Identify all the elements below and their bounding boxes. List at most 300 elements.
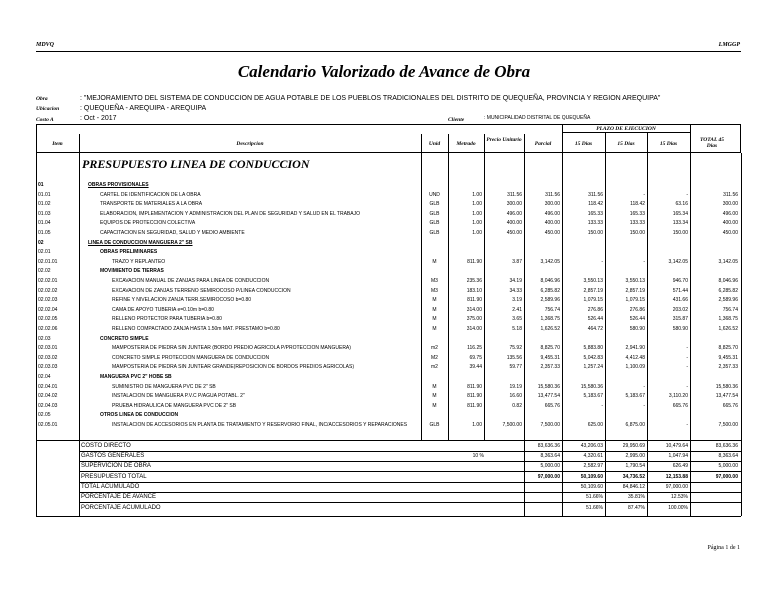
row-met: 811.90 (467, 393, 482, 400)
row-unid: M3 (431, 287, 438, 294)
row-description: OTROS LINEA DE CONDUCCION (100, 412, 179, 419)
table-row (38, 363, 760, 372)
row-unid: M (432, 297, 437, 304)
page-number: Página 1 de 1 (707, 545, 740, 551)
row-tot: 300.00 (722, 201, 738, 208)
row-d2: - (643, 258, 645, 265)
table-row (38, 411, 760, 420)
col-unid: Unid (428, 141, 441, 147)
row-tot: 1,368.75 (718, 316, 738, 323)
row-d1: 2,857.19 (583, 287, 603, 294)
row-met: 1.00 (472, 220, 482, 227)
row-d2: 150.00 (629, 230, 645, 236)
row-met: 811.90 (467, 258, 482, 265)
row-d1: - (601, 402, 603, 409)
row-description: CONCRETO SIMPLE (100, 335, 149, 342)
summary-d2: 1,790.54 (625, 463, 645, 469)
row-description: OBRAS PROVISIONALES (88, 182, 149, 188)
row-pu: 16.60 (509, 393, 522, 400)
row-pu: 19.19 (509, 383, 522, 390)
row-pu: 2.41 (512, 306, 522, 313)
row-d1: 1,079.15 (583, 297, 603, 304)
row-met: 375.00 (466, 316, 482, 323)
row-par: 450.00 (544, 230, 560, 236)
summary-d3: 100.00% (668, 505, 688, 511)
summary-row (80, 483, 760, 491)
row-item: 02.02.03 (38, 297, 58, 304)
table-row (38, 239, 760, 248)
table-row (38, 392, 760, 401)
col-precio: Precio Unitario (486, 137, 522, 143)
row-unid: GLB (429, 220, 440, 227)
row-item: 02.05 (38, 412, 51, 419)
row-tot: 2,357.33 (718, 364, 738, 371)
row-pu: 3.19 (512, 297, 522, 304)
summary-percent: 10 % (472, 453, 484, 459)
summary-d1: 50,109.60 (580, 484, 603, 490)
row-d3: 203.02 (672, 306, 688, 313)
row-unid: GLB (429, 422, 440, 428)
row-d1: - (601, 258, 603, 265)
row-d1: 625.00 (587, 422, 603, 428)
row-par: 300.00 (544, 201, 560, 208)
row-d3: 315.87 (672, 316, 688, 323)
summary-d2: 2,995.00 (625, 453, 645, 459)
row-d1: 133.33 (587, 220, 603, 227)
table-row (38, 383, 760, 392)
row-met: 1.00 (472, 422, 482, 428)
summary-d1: 2,582.97 (583, 463, 603, 469)
summary-parcial: 5,000.00 (540, 463, 560, 469)
row-unid: GLB (429, 201, 440, 208)
row-d3: - (686, 364, 688, 371)
row-item: 02.04.03 (38, 402, 58, 409)
row-d2: 1,100.09 (625, 364, 645, 371)
summary-d3: 97,000.00 (665, 484, 688, 490)
row-description: LINEA DE CONDUCCION MANGUERA 2" SB (88, 239, 193, 246)
row-d2: - (643, 402, 645, 409)
table-row (38, 306, 760, 315)
row-unid: M3 (431, 278, 438, 284)
row-d2: 526.44 (629, 316, 645, 323)
header-right: LMGGP (718, 42, 740, 48)
row-item: 02.02.02 (38, 287, 58, 294)
row-d3: - (686, 383, 688, 390)
header-rule (36, 51, 741, 52)
summary-label: TOTAL ACUMULADO (81, 484, 140, 490)
row-tot: 8,825.70 (718, 345, 738, 352)
row-item: 02.04.02 (38, 393, 58, 400)
table-row (38, 287, 760, 296)
row-d3: - (686, 422, 688, 428)
row-item: 02.01 (38, 249, 51, 256)
row-description: CAMA DE APOYO TUBERIA e=0.10m b=0.80 (112, 306, 214, 313)
row-description: REFINE Y NIVELACION ZANJA TERR.SEMIROCOSO b=0.80 (112, 297, 252, 304)
row-tot: 450.00 (722, 230, 738, 236)
row-description: RELLENO COMPACTADO ZANJA HASTA 1.50m MAT. PRESTAMO b=0.80 (112, 326, 280, 332)
table-row (38, 296, 760, 305)
row-par: 8,825.70 (540, 345, 560, 352)
row-d2: 1,079.15 (625, 297, 645, 304)
row-description: CARTEL DE IDENTIFICACION DE LA OBRA (100, 191, 201, 198)
row-d2: 2,941.90 (625, 345, 645, 352)
summary-d1: 4,320.61 (583, 453, 603, 459)
row-item: 02.03 (38, 335, 51, 342)
col-item: Item (52, 141, 63, 147)
row-tot: 1,626.52 (718, 326, 738, 332)
row-d3: 133.34 (672, 220, 688, 227)
summary-total: 8,363.64 (718, 453, 738, 459)
row-description: EXCAVACION MANUAL DE ZANJAS PARA LINEA DE CONDUCCION (112, 278, 270, 284)
table-row (38, 315, 760, 324)
row-item: 02.03.03 (38, 364, 58, 371)
row-pu: 34.33 (509, 287, 522, 294)
summary-label: PORCENTAJE ACUMULADO (81, 505, 161, 511)
row-item: 02.01.01 (38, 258, 58, 265)
row-pu: 7,500.00 (502, 422, 522, 428)
summary-row (80, 504, 760, 512)
summary-row (80, 473, 760, 481)
col-dias-3: 15 Dias (659, 141, 678, 147)
table-row (38, 335, 760, 344)
row-pu: 75.92 (509, 345, 522, 352)
row-d3: - (686, 345, 688, 352)
cliente-value: : MUNICIPALIDAD DISTRITAL DE QUEQUEÑA (484, 115, 591, 121)
row-met: 314.00 (466, 306, 482, 313)
row-item: 02.02.06 (38, 326, 58, 332)
row-d1: 1,257.24 (583, 364, 603, 371)
summary-row (80, 493, 760, 501)
summary-total: 97,000.00 (715, 474, 738, 480)
row-d2: 6,875.00 (625, 422, 645, 428)
row-d2: 580.90 (629, 326, 645, 332)
table-row (38, 402, 760, 411)
row-pu: 496.00 (506, 210, 522, 217)
table-row (38, 325, 760, 334)
row-pu: 311.56 (507, 191, 522, 198)
summary-d2: 87.47% (628, 505, 645, 511)
summary-d1: 51.66% (586, 494, 603, 500)
row-description: MANGUERA PVC 2" HOBE SB (100, 374, 172, 380)
summary-label: SUPERVICION DE OBRA (81, 463, 151, 469)
row-d3: 63.16 (675, 201, 688, 208)
row-met: 1.00 (472, 191, 482, 198)
row-unid: M (432, 402, 437, 409)
summary-d2: 34,736.52 (622, 474, 645, 480)
row-item: 02.04 (38, 374, 51, 380)
summary-d2: 84,846.12 (622, 484, 645, 490)
obra-label: Obra (36, 96, 48, 102)
table-row (38, 344, 760, 353)
header-left: MDVQ (36, 42, 55, 48)
row-d3: 580.90 (672, 326, 688, 332)
row-d1: 118.42 (588, 201, 603, 208)
row-item: 01.01 (38, 191, 51, 198)
row-met: 235.36 (466, 278, 482, 284)
section-title: PRESUPUESTO LINEA DE CONDUCCION (82, 157, 310, 171)
row-tot: 7,500.00 (718, 422, 738, 428)
table-row (38, 258, 760, 267)
row-d1: 5,883.80 (583, 345, 603, 352)
row-item: 01.05 (38, 230, 51, 236)
row-d3: 946.70 (672, 278, 688, 284)
row-unid: m2 (431, 345, 438, 352)
row-pu: 59.77 (509, 364, 522, 371)
plazo-header: PLAZO DE EJECUCION (596, 126, 656, 132)
row-d3: 165.34 (672, 210, 688, 217)
row-met: 1.00 (472, 230, 482, 236)
row-tot: 311.56 (723, 191, 738, 198)
row-d1: 311.56 (588, 191, 603, 198)
row-pu: 3.87 (512, 258, 522, 265)
row-d2: - (643, 191, 645, 198)
row-unid: GLB (429, 210, 440, 217)
row-item: 02.03.01 (38, 345, 58, 352)
row-item: 01.03 (38, 210, 51, 217)
row-met: 183.10 (466, 287, 482, 294)
row-d3: 665.76 (672, 402, 688, 409)
col-parcial: Parcial (534, 141, 552, 147)
row-d1: 3,550.13 (583, 278, 603, 284)
table-row (38, 277, 760, 286)
row-par: 8,046.96 (540, 278, 560, 284)
row-pu: 0.82 (512, 402, 522, 409)
row-tot: 400.00 (722, 220, 738, 227)
row-d3: 150.00 (672, 230, 688, 236)
row-item: 02.02.05 (38, 316, 58, 323)
row-tot: 756.74 (722, 306, 738, 313)
summary-label: COSTO DIRECTO (81, 443, 131, 449)
row-par: 15,580.36 (537, 383, 560, 390)
row-unid: UND (429, 191, 440, 198)
ubicacion-value: : QUEQUEÑA - AREQUIPA - AREQUIPA (80, 105, 207, 112)
page-title: Calendario Valorizado de Avance de Obra (237, 62, 531, 81)
row-met: 314.00 (466, 326, 482, 332)
row-par: 6,285.82 (540, 287, 560, 294)
row-unid: M (432, 306, 437, 313)
row-par: 756.74 (544, 306, 560, 313)
row-unid: M (432, 316, 437, 323)
row-d1: 15,580.36 (580, 383, 603, 390)
row-par: 2,357.33 (540, 364, 560, 371)
row-description: PRUEBA HIDRAULICA DE MANGUERA PVC DE 2" SB (112, 402, 237, 409)
row-description: MAMPOSTERIA DE PIEDRA SIN JUNTEAR GRANDE(REPOSICION DE BORDOS PREDIOS AGRICOLAS) (112, 364, 354, 371)
row-description: ELABORACION, IMPLEMENTACION Y ADMINISTRACION DEL PLAN DE SEGURIDAD Y SALUD EN EL TRABAJO (100, 210, 360, 217)
row-par: 13,477.54 (537, 393, 560, 400)
row-unid: m2 (431, 364, 438, 371)
row-met: 1.00 (472, 210, 482, 217)
row-pu: 135.56 (506, 354, 522, 361)
row-unid: M (432, 326, 437, 332)
row-d1: 5,183.67 (583, 393, 603, 400)
summary-d1: 51.66% (586, 505, 603, 511)
row-pu: 34.19 (509, 278, 522, 284)
row-pu: 400.00 (506, 220, 522, 227)
row-item: 02.03.02 (38, 354, 58, 361)
row-description: INSTALACION DE ACCESORIOS EN PLANTA DE TRATAMIENTO Y RESERVORIO FINAL, INC/ACCESORIOS Y REPARACIONES (112, 422, 408, 428)
row-d2: - (643, 383, 645, 390)
row-d3: 431.66 (672, 297, 688, 304)
row-tot: 8,046.96 (718, 278, 738, 284)
row-description: CAPACITACION EN SEGURIDAD, SALUD Y MEDIO AMBIENTE (100, 230, 245, 236)
row-d2: 133.33 (629, 220, 645, 227)
row-tot: 665.76 (722, 402, 738, 409)
row-met: 811.90 (467, 402, 482, 409)
table-row (38, 421, 760, 430)
row-tot: 9,455.31 (718, 354, 738, 361)
row-par: 665.76 (544, 402, 560, 409)
row-d1: 165.33 (587, 210, 603, 217)
row-met: 116.25 (467, 345, 482, 352)
row-d2: 276.86 (629, 306, 645, 313)
summary-label: GASTOS GENERALES (81, 453, 145, 459)
row-item: 02.02 (38, 268, 51, 275)
table-row (38, 219, 760, 228)
row-unid: M (432, 393, 437, 400)
row-pu: 450.00 (506, 230, 522, 236)
row-d2: 118.42 (630, 201, 645, 208)
summary-label: PORCENTAJE DE AVANCE (81, 494, 157, 500)
row-pu: 300.00 (506, 201, 522, 208)
summary-label: PRESUPUESTO TOTAL (81, 474, 147, 480)
costo-label: Costo A (36, 117, 54, 123)
cliente-label: Cliente (448, 117, 465, 123)
row-description: RELLENO PROTECTOR PARA TUBERIA b=0.80 (112, 316, 222, 323)
row-description: MAMPOSTERIA DE PIEDRA SIN JUNTEAR (BORDO PREDIO AGRICOLA P/PROTECCION MANGUERA) (112, 345, 351, 352)
row-par: 400.00 (544, 220, 560, 227)
row-par: 1,626.52 (540, 326, 560, 332)
row-item: 02 (38, 239, 44, 246)
row-par: 3,142.05 (540, 258, 560, 265)
table-row (38, 354, 760, 363)
table-row (38, 200, 760, 209)
summary-d3: 1,047.94 (668, 453, 688, 459)
row-tot: 496.00 (722, 210, 738, 217)
summary-d3: 10,479.64 (665, 443, 688, 449)
row-description: MOVIMIENTO DE TIERRAS (100, 268, 164, 275)
row-unid: M (432, 258, 437, 265)
row-d1: 5,042.83 (583, 354, 603, 361)
table-row (38, 373, 760, 382)
row-d2: 4,412.48 (625, 354, 645, 361)
row-description: CONCRETO SIMPLE PROTECCION MANGUERA DE CONDUCCION (112, 354, 270, 361)
row-d2: 3,550.13 (625, 278, 645, 284)
table-row (38, 248, 760, 257)
summary-row (80, 462, 760, 470)
row-d1: 464.72 (587, 326, 603, 332)
row-d1: 276.86 (587, 306, 603, 313)
table-row (38, 267, 760, 276)
row-d2: 5,183.67 (625, 393, 645, 400)
row-d3: 3,142.05 (668, 258, 688, 265)
row-unid: M2 (431, 354, 438, 361)
table-row (38, 181, 760, 190)
row-unid: GLB (429, 230, 440, 236)
row-tot: 15,580.36 (715, 383, 738, 390)
table-row (38, 191, 760, 200)
summary-divider (79, 471, 741, 472)
col-dias-1: 15 Dias (574, 141, 593, 147)
row-par: 7,500.00 (540, 422, 560, 428)
row-description: EQUIPOS DE PROTECCION COLECTIVA (100, 220, 196, 227)
row-met: 811.90 (467, 383, 482, 390)
row-met: 1.00 (472, 201, 482, 208)
col-dias-2: 15 Dias (617, 141, 635, 147)
row-item: 02.05.01 (38, 422, 58, 428)
row-unid: M (432, 383, 437, 390)
row-description: SUMINISTRO DE MANGUERA PVC DE 2" SB (112, 383, 216, 390)
summary-d1: 43,206.03 (580, 443, 603, 449)
row-met: 811.90 (467, 297, 482, 304)
row-met: 69.75 (469, 354, 482, 361)
row-d3: - (686, 191, 688, 198)
summary-d3: 12.53% (671, 494, 688, 500)
row-d3: 3,110.20 (668, 393, 688, 400)
row-d2: 165.33 (629, 210, 645, 217)
row-item: 01.02 (38, 201, 51, 208)
row-description: INSTALACION DE MANGUERA P.V.C P/AGUA POTABL. 2" (112, 393, 245, 400)
row-par: 311.56 (545, 191, 560, 198)
row-item: 01 (38, 182, 44, 188)
row-item: 02.04.01 (38, 383, 58, 390)
row-d2: 2,857.19 (625, 287, 645, 294)
summary-divider (79, 502, 741, 503)
costo-value: : Oct - 2017 (80, 115, 117, 122)
summary-parcial: 83,636.36 (537, 443, 560, 449)
row-par: 1,368.75 (540, 316, 560, 323)
row-description: EXCAVACION DE ZANJAS TERRENO SEMIROCOSO P/LINEA CONDUCCION (112, 287, 291, 294)
row-par: 9,455.31 (540, 354, 560, 361)
row-tot: 3,142.05 (718, 258, 738, 265)
row-met: 39.44 (469, 364, 482, 371)
row-pu: 3.65 (512, 316, 522, 323)
row-d3: 571.44 (672, 287, 688, 294)
row-d1: 526.44 (587, 316, 603, 323)
col-metrado: Metrado (456, 141, 476, 147)
row-item: 02.02.04 (38, 306, 58, 313)
row-tot: 2,589.96 (718, 297, 738, 304)
summary-total: 5,000.00 (718, 463, 738, 469)
table-row (38, 210, 760, 219)
col-descripcion: Descripcion (236, 141, 264, 147)
summary-d3: 626.49 (672, 463, 688, 469)
col-total: TOTAL 45 Dias (700, 137, 724, 149)
summary-parcial: 8,363.64 (540, 453, 560, 459)
row-item: 01.04 (38, 220, 51, 227)
row-pu: 5.18 (512, 326, 522, 332)
summary-parcial: 97,000.00 (537, 474, 560, 480)
ubicacion-label: Ubicacion (36, 106, 60, 112)
row-description: OBRAS PRELIMINARES (100, 249, 158, 256)
row-item: 02.02.01 (38, 278, 58, 284)
summary-d1: 50,109.60 (580, 474, 603, 480)
row-d1: 150.00 (587, 230, 603, 236)
row-par: 2,589.96 (540, 297, 560, 304)
obra-value: : "MEJORAMIENTO DEL SISTEMA DE CONDUCCION DE AGUA POTABLE DE LOS PUEBLOS TRADICIONALES DEL DISTRITO DE QUEQUEÑA, PROVINCIA Y REGION AREQUIPA" (80, 95, 661, 102)
row-description: TRAZO Y REPLANTEO (112, 258, 166, 265)
summary-row (80, 452, 760, 460)
summary-d2: 35.81% (628, 494, 645, 500)
summary-d3: 12,153.88 (665, 474, 688, 480)
summary-d2: 29,950.69 (622, 443, 645, 449)
row-tot: 13,477.54 (715, 393, 738, 400)
table-row (38, 229, 760, 238)
summary-total: 83,636.36 (715, 443, 738, 449)
row-d3: - (686, 354, 688, 361)
summary-row (80, 442, 760, 450)
row-description: TRANSPORTE DE MATERIALES A LA OBRA (100, 201, 203, 208)
row-par: 496.00 (544, 210, 560, 217)
